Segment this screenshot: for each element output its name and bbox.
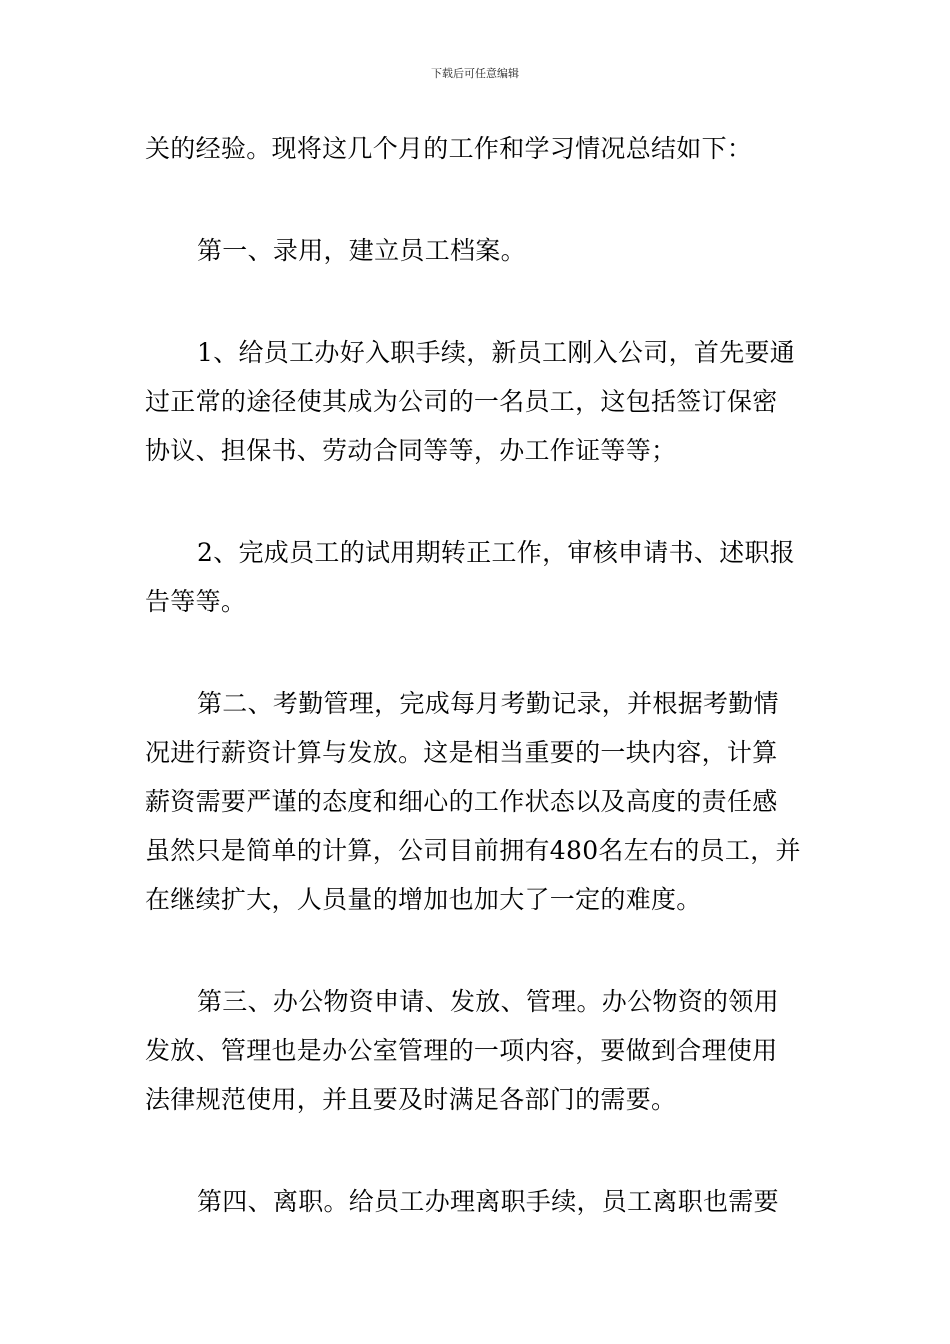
section-heading-3: 第三、办公物资申请、发放、管理。办公物资的领用 [197,987,779,1016]
section-heading-4: 第四、离职。给员工办理离职手续，员工离职也需要 [197,1187,779,1216]
text-line: 1、给员工办好入职手续，新员工刚入公司，首先要通 [197,338,796,367]
section-heading-2: 第二、考勤管理，完成每月考勤记录，并根据考勤情 [197,689,779,718]
text-line: 过正常的途径使其成为公司的一名员工，这包括签订保密 [145,387,778,416]
text-line: 法律规范使用，并且要及时满足各部门的需要。 [145,1085,677,1114]
text-line: 协议、担保书、劳动合同等等，办工作证等等； [145,436,677,465]
document-body [145,124,807,1226]
text-line: 虽然只是简单的计算，公司目前拥有480名左右的员工，并 [145,836,801,865]
text-line: 发放、管理也是办公室管理的一项内容，要做到合理使用 [145,1036,778,1065]
text-line: 况进行薪资计算与发放。这是相当重要的一块内容，计算 [145,738,778,767]
text-line: 薪资需要严谨的态度和细心的工作状态以及高度的责任感 [145,787,778,816]
text-line: 在继续扩大，人员量的增加也加大了一定的难度。 [145,885,702,914]
section-heading-1: 第一、录用，建立员工档案。 [197,236,526,265]
text-line: 2、完成员工的试用期转正工作，审核申请书、述职报 [197,538,796,567]
text-line: 关的经验。现将这几个月的工作和学习情况总结如下： [145,134,753,163]
page-header: 下载后可任意编辑 [431,67,519,80]
text-line: 告等等。 [145,587,247,616]
